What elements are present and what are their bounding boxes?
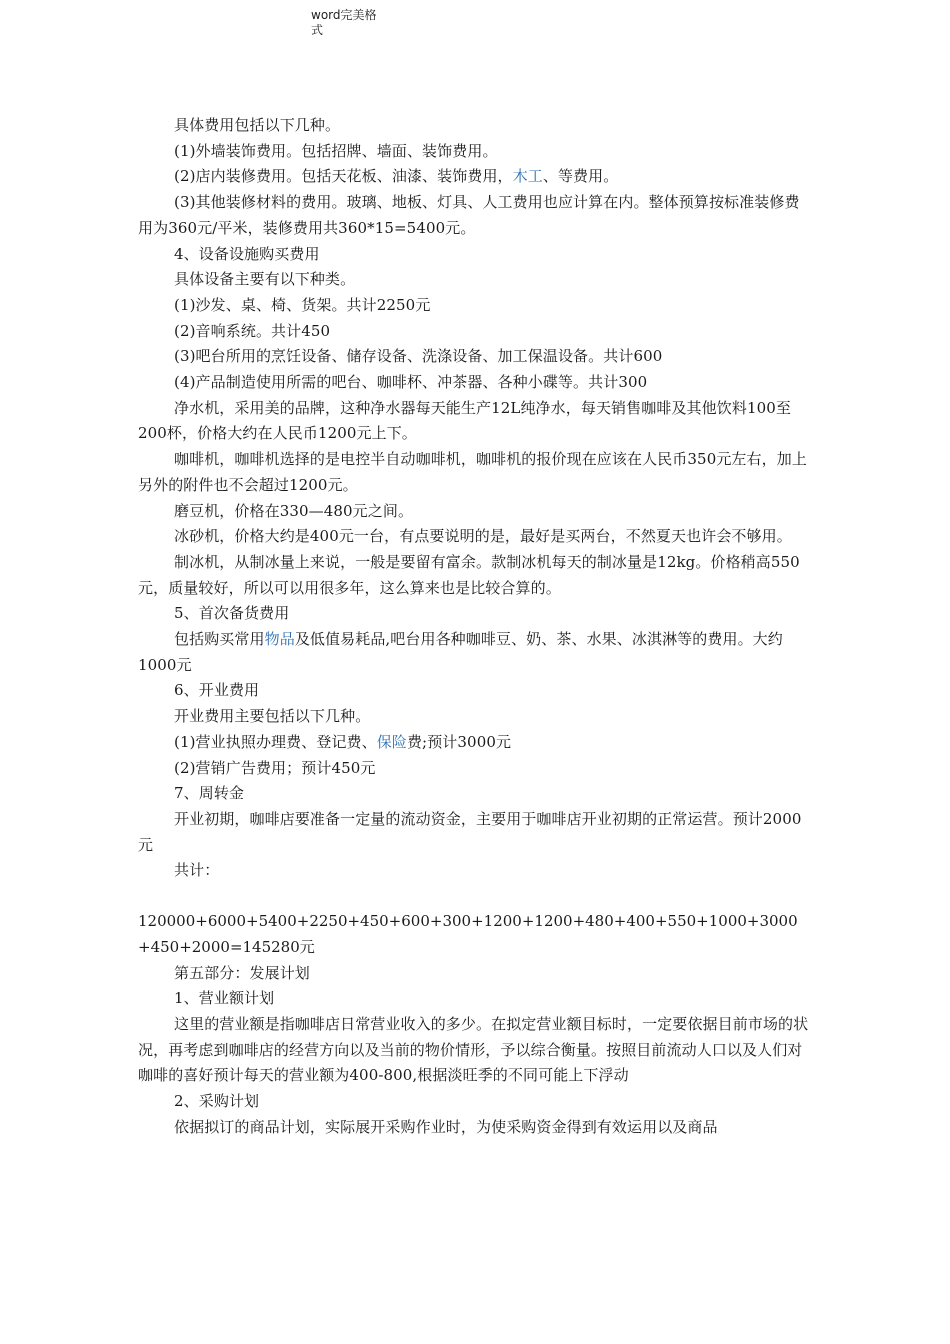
total-formula: 120000+6000+5400+2250+450+600+300+1200+1200+480+400+550+1000+3000+450+2000=145280元 [138, 912, 798, 956]
document-body [138, 113, 810, 1140]
link-insurance[interactable]: 保险 [376, 732, 407, 751]
section-heading: 4、设备设施购买费用 [174, 244, 320, 263]
blank-line [138, 884, 810, 909]
paragraph: (1)外墙装饰费用。包括招牌、墙面、装饰费用。 [174, 141, 498, 160]
part-heading: 第五部分：发展计划 [174, 963, 310, 982]
paragraph: 制冰机，从制冰量上来说，一般是要留有富余。款制冰机每天的制冰量是12kg。价格稍高550元，质量较好，所以可以用很多年，这么算来也是比较合算的。 [138, 552, 800, 597]
paragraph-text: 、等费用。 [542, 167, 619, 186]
paragraph: 具体费用包括以下几种。 [174, 116, 341, 134]
paragraph: (3)吧台所用的烹饪设备、储存设备、洗涤设备、加工保温设备。共计600 [174, 347, 663, 366]
paragraph: 冰砂机，价格大约是400元一台，有点要说明的是，最好是买两台，不然夏天也许会不够用。 [174, 527, 792, 546]
paragraph-text: 及低值易耗品,吧台用各种咖啡豆、奶、茶、水果、冰淇淋等的费用。大约1000元 [138, 630, 783, 674]
paragraph: 咖啡机，咖啡机选择的是电控半自动咖啡机，咖啡机的报价现在应该在人民币350元左右，加上另外的附件也不会超过1200元。 [138, 450, 807, 494]
paragraph [138, 730, 810, 756]
paragraph: 这里的营业额是指咖啡店日常营业收入的多少。在拟定营业额目标时，一定要依据目前市场的状况，再考虑到咖啡店的经营方向以及当前的物价情形，予以综合衡量。按照目前流动人口以及人们对咖啡的喜好预计每天的营业额为400-800,根据淡旺季的不同可能上下浮动 [138, 1014, 809, 1085]
link-woodwork[interactable]: 木工 [512, 167, 543, 186]
paragraph-text: 包括购买常用 [174, 630, 265, 649]
header-line-1: word完美格 [311, 8, 377, 22]
paragraph: 依据拟订的商品计划，实际展开采购作业时，为使采购资金得到有效运用以及商品 [174, 1117, 718, 1136]
page-header [311, 8, 401, 38]
paragraph: (2)营销广告费用；预计450元 [174, 758, 376, 777]
header-line-2: 式 [311, 23, 324, 37]
section-heading: 7、周转金 [174, 784, 245, 803]
paragraph: (3)其他装修材料的费用。玻璃、地板、灯具、人工费用也应计算在内。整体预算按标准装修费用为360元/平米，装修费用共360*15=5400元。 [138, 193, 800, 237]
paragraph [138, 627, 810, 678]
paragraph: (2)音响系统。共计450 [174, 321, 331, 340]
section-heading: 2、采购计划 [174, 1092, 260, 1111]
paragraph-text: (1)营业执照办理费、登记费、 [174, 732, 377, 751]
paragraph [138, 164, 810, 190]
paragraph: (4)产品制造使用所需的吧台、咖啡杯、冲茶器、各种小碟等。共计300 [174, 373, 648, 392]
paragraph: 共计： [174, 861, 220, 880]
section-heading: 5、首次备货费用 [174, 604, 290, 623]
link-goods[interactable]: 物品 [264, 630, 295, 649]
paragraph: 净水机，采用美的品牌，这种净水器每天能生产12L纯净水，每天销售咖啡及其他饮料100至200杯，价格大约在人民币1200元上下。 [138, 398, 791, 443]
section-heading: 1、营业额计划 [174, 989, 275, 1008]
paragraph-text: (2)店内装修费用。包括天花板、油漆、装饰费用， [174, 167, 513, 186]
paragraph: 具体设备主要有以下种类。 [174, 270, 356, 289]
paragraph: 开业初期，咖啡店要准备一定量的流动资金，主要用于咖啡店开业初期的正常运营。预计2000元 [138, 809, 802, 854]
paragraph-text: 费;预计3000元 [406, 732, 512, 751]
paragraph: 开业费用主要包括以下几种。 [174, 707, 371, 726]
section-heading: 6、开业费用 [174, 681, 260, 700]
paragraph: 磨豆机，价格在330—480元之间。 [174, 501, 414, 520]
paragraph: (1)沙发、桌、椅、货架。共计2250元 [174, 295, 431, 314]
